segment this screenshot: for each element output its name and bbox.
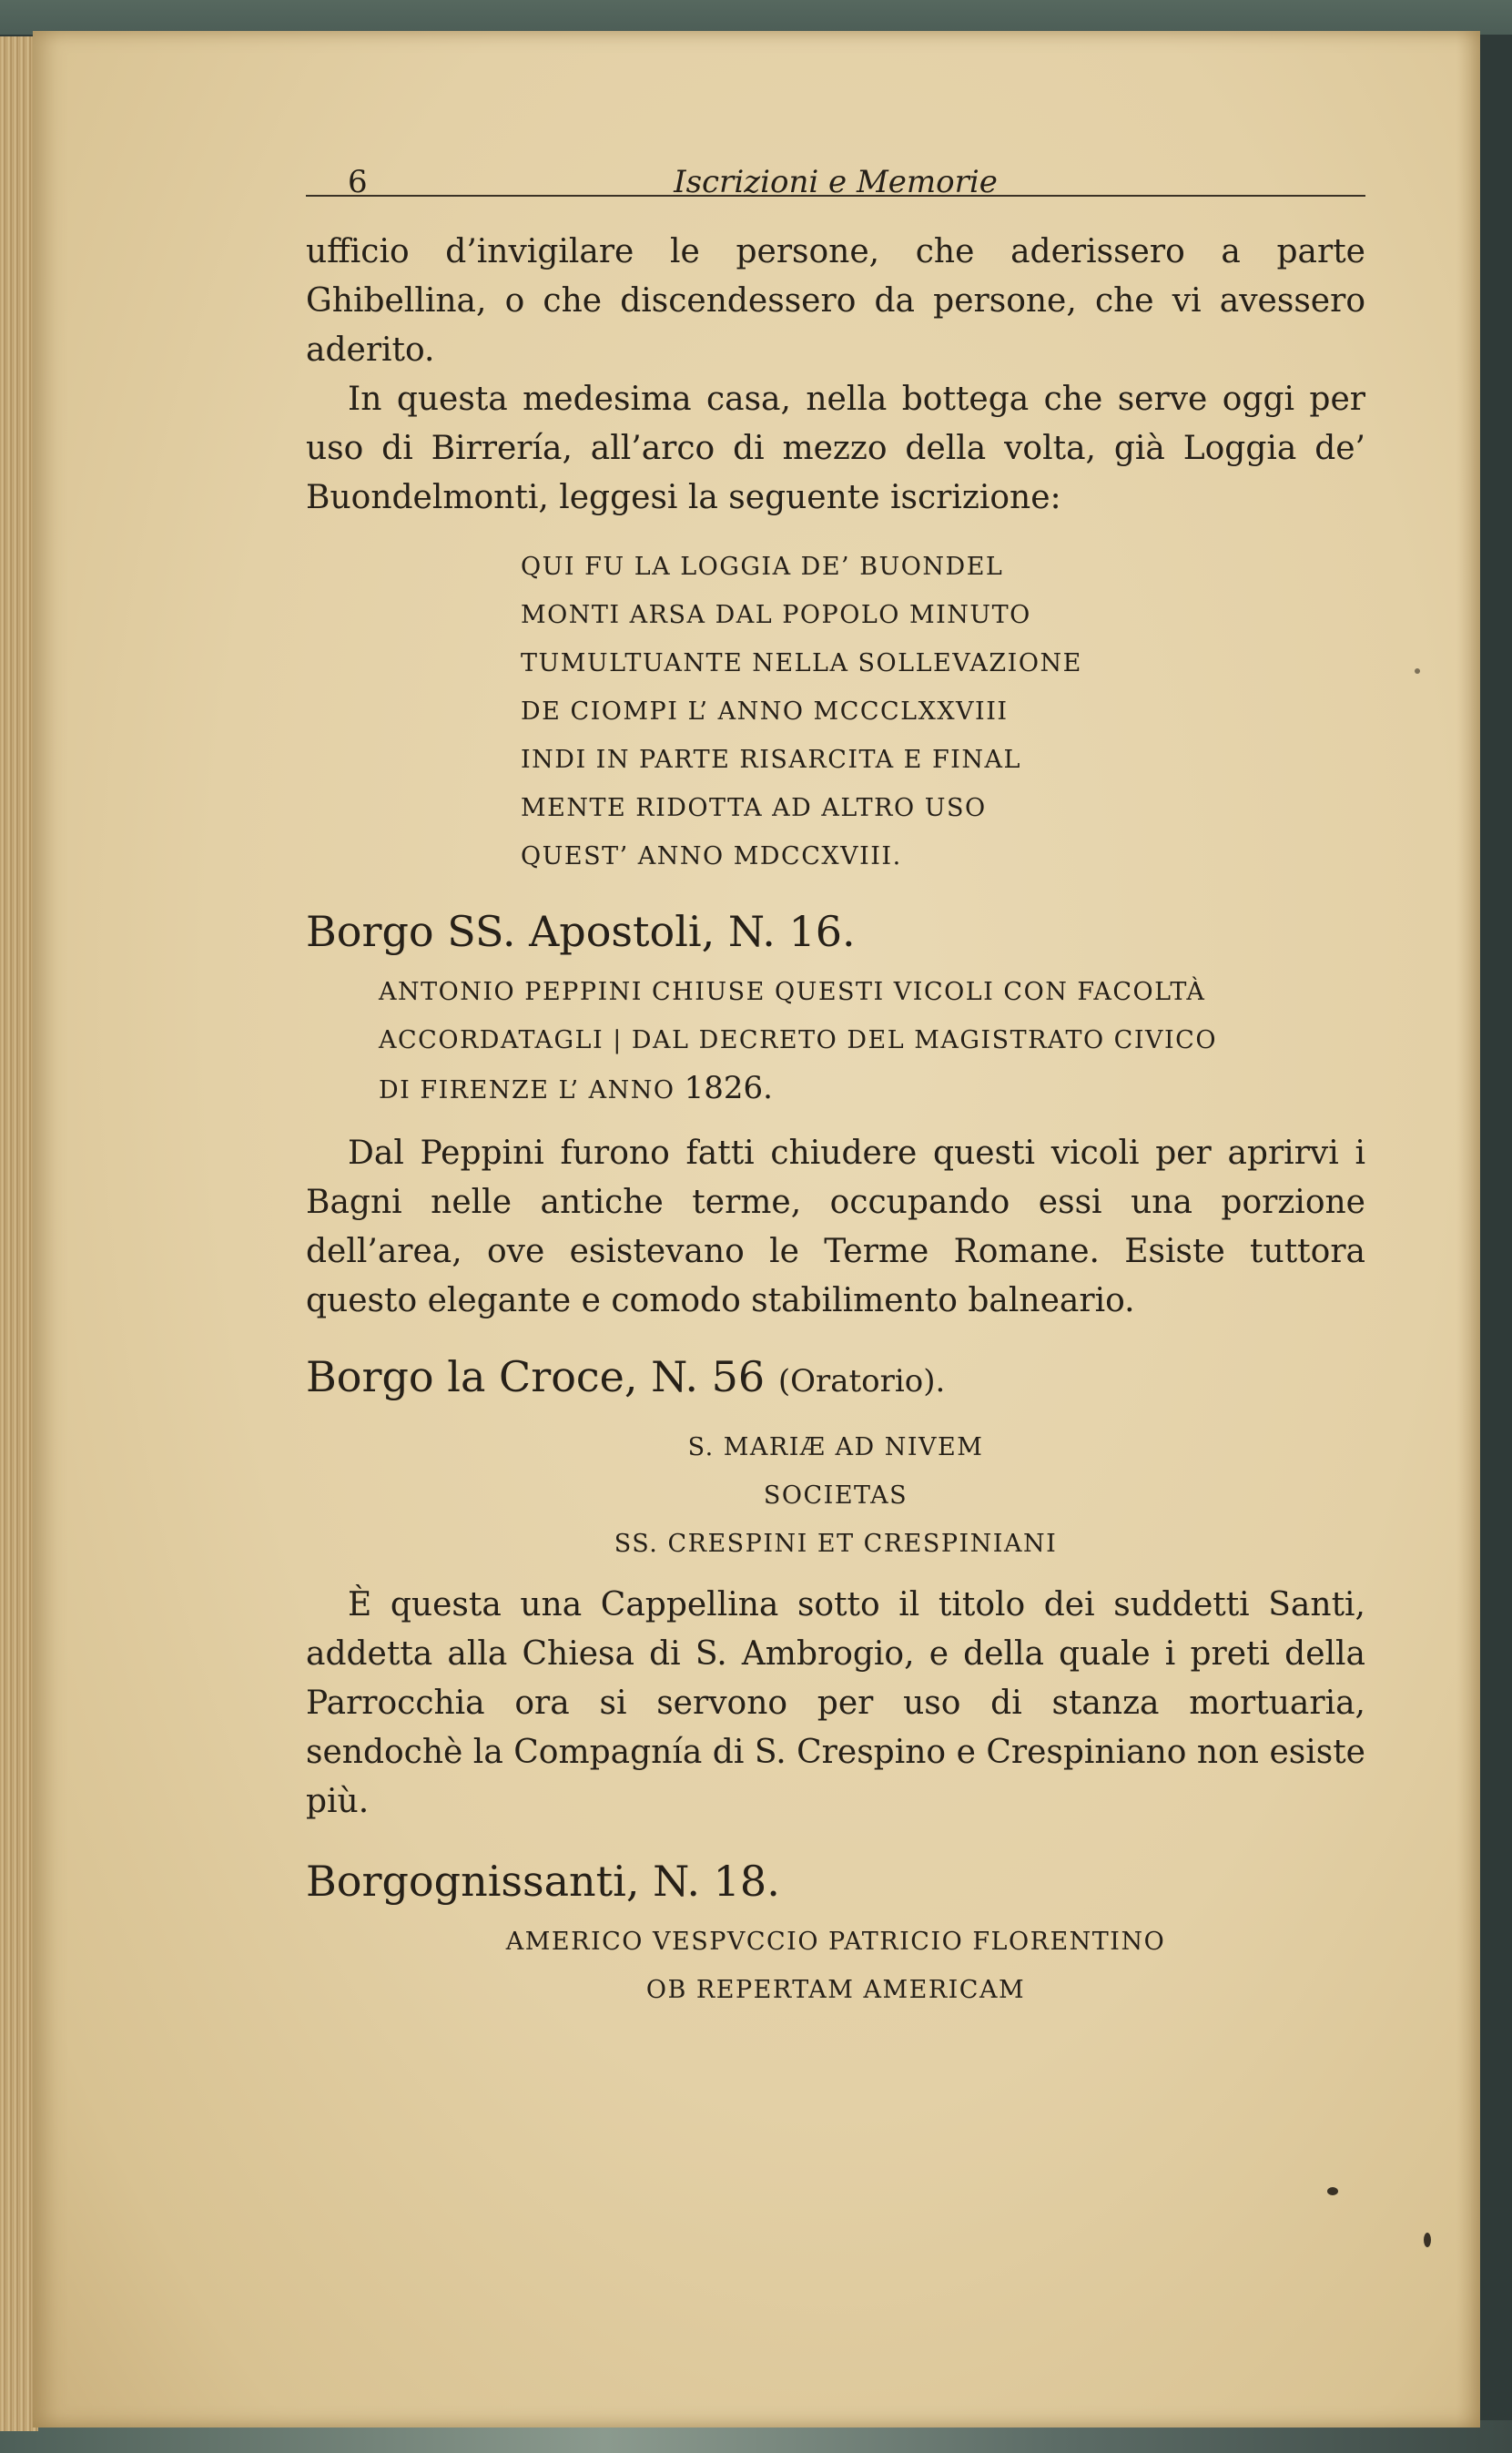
inscription-line [379,1064,1365,1115]
inscription-apostoli [379,968,1365,1115]
heading-text: Borgo la Croce, N. 56 [306,1352,766,1401]
inscription-line: SS. CRESPINI ET CRESPINIANI [614,1530,1058,1558]
inscription-line: OB REPERTAM AMERICAM [645,1976,1026,2004]
intro-paragraph-2: In questa medesima casa, nella bottega che serve oggi per uso di Birrería, all’arco di mezzo della volta, già Loggia de’ Buondelmonti, leggesi la seguente iscrizione: [306,381,1365,516]
inscription-line: DE CIOMPI L’ ANNO MCCCLXXVIII [521,697,1009,726]
intro-paragraph-1: ufficio d’invigilare le persone, che aderissero a parte Ghibellina, o che discendessero da persone, che vi avessero aderito. [306,233,1365,369]
running-title: Iscrizioni e Memorie [674,164,998,200]
inscription-line: ACCORDATAGLI | DAL DECRETO DEL MAGISTRATO CIVICO [379,1026,1217,1054]
page-gutter-shade [1456,31,1480,2428]
section-heading-croce [306,1349,1365,1409]
running-head [306,137,1365,200]
croce-paragraph: È questa una Cappellina sotto il titolo dei suddetti Santi, addetta alla Chiesa di S. Ambrogio, e della quale i preti della Parrocchia ora si servono per uso di stanza mortuaria, sendochè la Compagnía di S. Crespino e Crespiniano non esiste più. [306,1586,1365,1820]
inscription-ognissanti [306,1918,1365,2014]
ink-spot [1327,2187,1338,2195]
apostoli-paragraph: Dal Peppini furono fatti chiudere questi vicoli per aprirvi i Bagni nelle antiche terme, occupando essi una porzione dell’area, ove esistevano le Terme Romane. Esiste tuttora questo elegante e comodo stabilimento balneario. [306,1135,1365,1319]
page-number: 6 [348,164,368,200]
inscription-croce [306,1423,1365,1568]
ink-spot [1415,668,1420,674]
inscription-line: QUI FU LA LOGGIA DE’ BUONDEL [521,553,1004,581]
inscription-line: AMERICO VESPVCCIO PATRICIO FLORENTINO [505,1928,1166,1956]
section-heading-ognissanti: Borgognissanti, N. 18. [306,1857,780,1906]
inscription-line: MENTE RIDOTTA AD ALTRO USO [521,794,987,822]
ink-spot [1424,2233,1431,2247]
inscription-line: S. MARIÆ AD NIVEM [687,1433,984,1461]
inscription-line: SOCIETAS [763,1481,908,1510]
inscription-line: ANTONIO PEPPINI CHIUSE QUESTI VICOLI CON FACOLTÀ [379,978,1206,1006]
inscription-line: INDI IN PARTE RISARCITA E FINAL [521,746,1021,774]
heading-note: (Oratorio). [777,1363,946,1400]
inscription-line: QUEST’ ANNO MDCCXVIII. [521,842,902,870]
page-content [306,137,1365,2014]
inscription-line: MONTI ARSA DAL POPOLO MINUTO [521,601,1031,629]
inscription-loggia [521,543,1365,880]
inscription-line: TUMULTUANTE NELLA SOLLEVAZIONE [521,649,1082,677]
section-heading-apostoli: Borgo SS. Apostoli, N. 16. [306,907,856,956]
inscription-text: DI FIRENZE L’ ANNO [379,1076,675,1104]
inscription-year: 1826. [684,1070,773,1106]
